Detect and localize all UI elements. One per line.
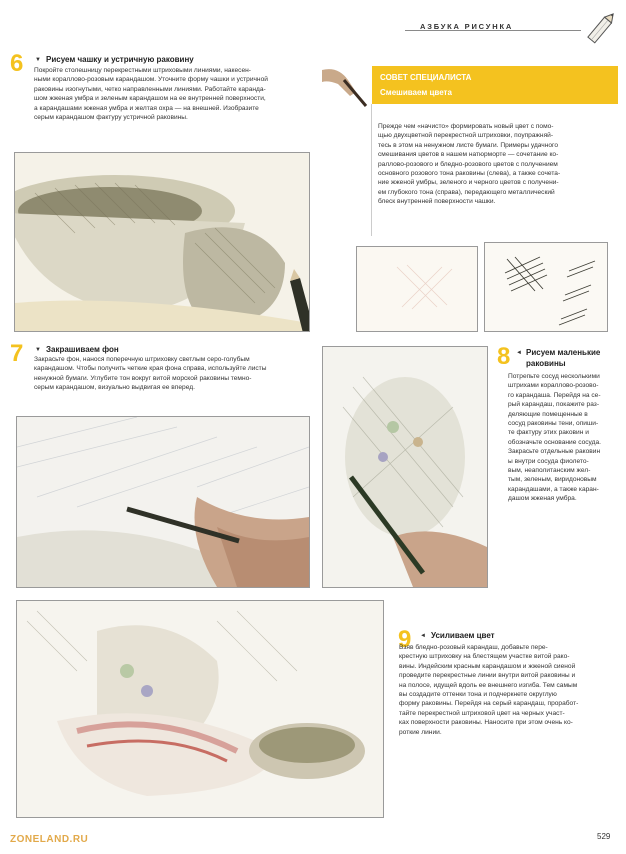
tip-body: Прежде чем «начисто» формировать новый цвет с помо- щью двухцветной перекрестной штриховки, поупражняй- тесь в этом на ненужном листе бумаги. Примеры удачного смешивания цветов в нашем натюрморте — сочетание ко- раллово-розового и бледно-розового цветов с получением основного розового тона раковины (слева), а также сочета- ние жженой умбры, зеленого и черного цветов с получени- ем глубокого тона (справа), передающего металлический блеск внутренней поверхности чашки. (378, 123, 561, 206)
pencil-icon (582, 6, 622, 50)
step-8-title: Рисуем маленькие раковины (526, 348, 601, 368)
step-8-number: 8 (497, 343, 511, 370)
dark-swatch-image (484, 242, 608, 332)
step-8-arrow-icon: ◄ (516, 350, 522, 356)
step-8-body: Потрепьте сосуд несколькими штрихами кораллово-розово- го карандаша. Перейдя на се- рый карандаш, покажите раз- деляющие помещенные в сосуд раковины тени, опиши- те фактуру этих раковин и обозначьте основание сосуда. Закрасьте отдельные раковин ы внутри сосуда фиолето- вым, неаполитанским жел- тым, зеленым, виридоновым карандашами, а также каран- дашом жженая умбра. (508, 373, 601, 503)
tip-label: СОВЕТ СПЕЦИАЛИСТА (380, 73, 472, 82)
step-9-arrow-icon: ◄ (420, 633, 426, 639)
step-9-number: 9 (398, 626, 412, 653)
tip-header (372, 66, 618, 104)
cup-sketch-photo (14, 152, 310, 332)
tip-divider (371, 104, 372, 236)
step-6-number: 6 (10, 50, 24, 77)
final-still-life-photo (16, 600, 384, 818)
step-9-title: Усиливаем цвет (431, 631, 495, 640)
background-shading-photo (16, 416, 310, 588)
step-6-title: Рисуем чашку и устричную раковину (46, 55, 194, 64)
step-7-number: 7 (10, 340, 24, 367)
site-watermark: ZONELAND.RU (10, 834, 89, 845)
step-6-arrow-icon: ▼ (35, 57, 41, 63)
small-shells-photo (322, 346, 488, 588)
step-6-body: Покройте столешницу перекрестными штриховыми линиями, накесен- ными кораллово-розовым карандашом. Уточните форму чашки и устричной раковины изогнутыми, четко направленными линиями. Работайте каранда- шом жженая умбра и зеленым карандашом на ее внутренней поверхности, а карандашами жженая умбра и желтая охра — на внешней. Изобразите серым карандашом фактуру устричной раковины. (34, 67, 268, 122)
brush-hand-image (320, 62, 370, 108)
tip-title: Смешиваем цвета (380, 88, 452, 97)
step-9-body: Взяв бледно-розовый карандаш, добавьте пере- крестную штриховку на блестящем участке витой рако- вины. Индейским красным карандашом и жженой сиеной проведите перекрестные линии внутри витой раковины и на полосе, идущей вдоль ее внешнего изгиба. Тем самым вы создадите оттенки тона и подчеркнете округлую форму раковины. Перейдя на серый карандаш, проработ- тайте перекрестной штриховой цвет на черных участ- ках поверхности раковины. Наносите при этом очень ко- роткие линии. (399, 644, 579, 736)
step-7-title: Закрашиваем фон (46, 345, 119, 354)
step-7-body: Закрасьте фон, нанося поперечную штриховку светлым серо-голубым карандашом. Чтобы получить четкие края фона справа, используйте листы ненужной бумаги. Углубите тон вокруг витой морской раковины темно- серым карандашом, визуально выдвигая ее вперед. (34, 356, 267, 392)
step-7-arrow-icon: ▼ (35, 347, 41, 353)
pink-swatch-image (356, 246, 478, 332)
section-title: АЗБУКА РИСУНКА (420, 22, 514, 31)
page-number: 529 (597, 832, 611, 841)
